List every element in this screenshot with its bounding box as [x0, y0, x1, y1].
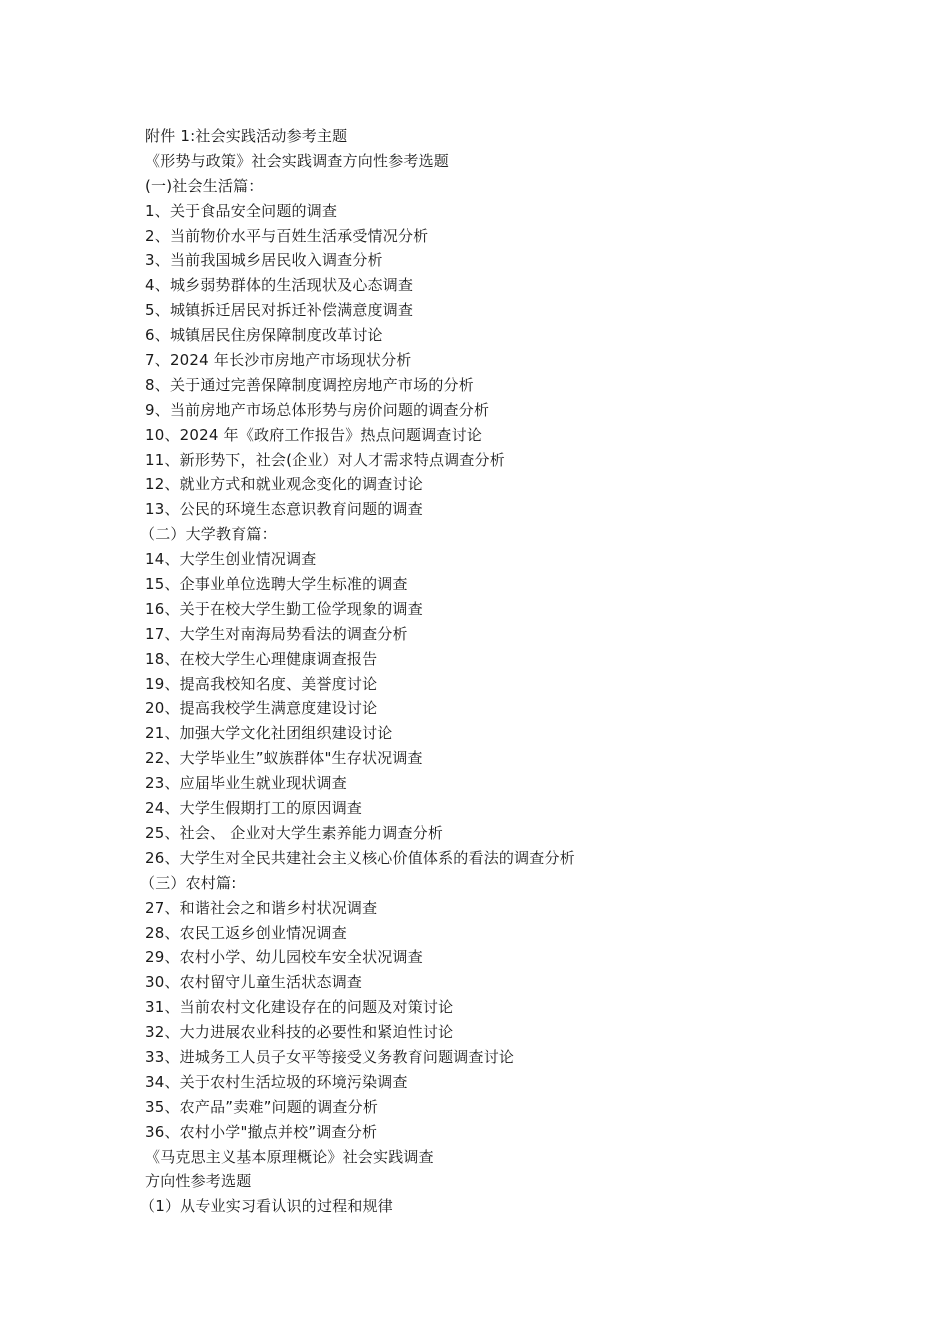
list-item: 12、就业方式和就业观念变化的调查讨论 [145, 475, 423, 494]
list-item: 36、农村小学"撤点并校”调查分析 [145, 1122, 378, 1141]
list-item: 6、城镇居民住房保障制度改革讨论 [145, 326, 383, 345]
list-item: 35、农产品”卖难”问题的调查分析 [145, 1097, 379, 1116]
list-item: 16、关于在校大学生勤工俭学现象的调查 [145, 599, 423, 618]
list-item: 22、大学毕业生”蚁族群体"生存状况调查 [145, 749, 423, 768]
list-item: 8、关于通过完善保障制度调控房地产市场的分析 [145, 375, 474, 394]
list-item: 24、大学生假期打工的原因调查 [145, 799, 363, 818]
list-item: （1）从专业实习看认识的过程和规律 [140, 1197, 393, 1216]
section-heading-marxism-cont: 方向性参考选题 [145, 1172, 252, 1191]
list-item: 32、大力进展农业科技的必要性和紧迫性讨论 [145, 1023, 454, 1042]
list-item: 10、2024 年《政府工作报告》热点问题调查讨论 [145, 425, 483, 444]
list-item: 27、和谐社会之和谐乡村状况调查 [145, 898, 378, 917]
list-item: 3、当前我国城乡居民收入调查分析 [145, 251, 383, 270]
list-item: 13、公民的环境生态意识教育问题的调查 [145, 500, 423, 519]
list-item: 34、关于农村生活垃圾的环境污染调查 [145, 1072, 408, 1091]
list-item: 21、加强大学文化社团组织建设讨论 [145, 724, 393, 743]
list-item: 28、农民工返乡创业情况调查 [145, 923, 347, 942]
list-item: 31、当前农村文化建设存在的问题及对策讨论 [145, 998, 454, 1017]
list-item: 7、2024 年长沙市房地产市场现状分析 [145, 351, 412, 370]
list-item: 20、提高我校学生满意度建设讨论 [145, 699, 378, 718]
list-item: 4、城乡弱势群体的生活现状及心态调查 [145, 276, 414, 295]
document-body [140, 124, 865, 1219]
section-heading-marxism: 《马克思主义基本原理概论》社会实践调查 [145, 1147, 434, 1166]
list-item: 9、当前房地产市场总体形势与房价问题的调查分析 [145, 400, 490, 419]
list-item: 25、社会、 企业对大学生素养能力调查分析 [145, 823, 444, 842]
list-item: 26、大学生对全民共建社会主义核心价值体系的看法的调查分析 [145, 848, 575, 867]
list-item: 18、在校大学生心理健康调查报告 [145, 649, 378, 668]
subsection-heading-rural: （三）农村篇: [140, 873, 237, 892]
list-item: 2、当前物价水平与百姓生活承受情况分析 [145, 226, 429, 245]
attachment-title: 附件 1:社会实践活动参考主题 [145, 127, 348, 145]
subsection-heading-university: （二）大学教育篇： [140, 525, 277, 544]
list-item: 17、大学生对南海局势看法的调查分析 [145, 624, 408, 643]
list-item: 33、进城务工人员子女平等接受义务教育问题调查讨论 [145, 1047, 515, 1066]
subsection-heading-social-life: (一)社会生活篇： [145, 176, 264, 195]
list-item: 29、农村小学、幼儿园校车安全状况调查 [145, 948, 423, 967]
list-item: 5、城镇拆迁居民对拆迁补偿满意度调查 [145, 301, 414, 320]
list-item: 11、新形势下，社会(企业）对人才需求特点调查分析 [145, 450, 505, 469]
list-item: 15、企事业单位选聘大学生标准的调查 [145, 575, 408, 594]
list-item: 30、农村留守儿童生活状态调查 [145, 973, 363, 992]
list-item: 19、提高我校知名度、美誉度讨论 [145, 674, 378, 693]
list-item: 14、大学生创业情况调查 [145, 550, 317, 569]
list-item: 1、关于食品安全问题的调查 [145, 201, 338, 220]
section-heading-policy: 《形势与政策》社会实践调查方向性参考选题 [145, 151, 450, 170]
list-item: 23、应届毕业生就业现状调查 [145, 774, 347, 793]
